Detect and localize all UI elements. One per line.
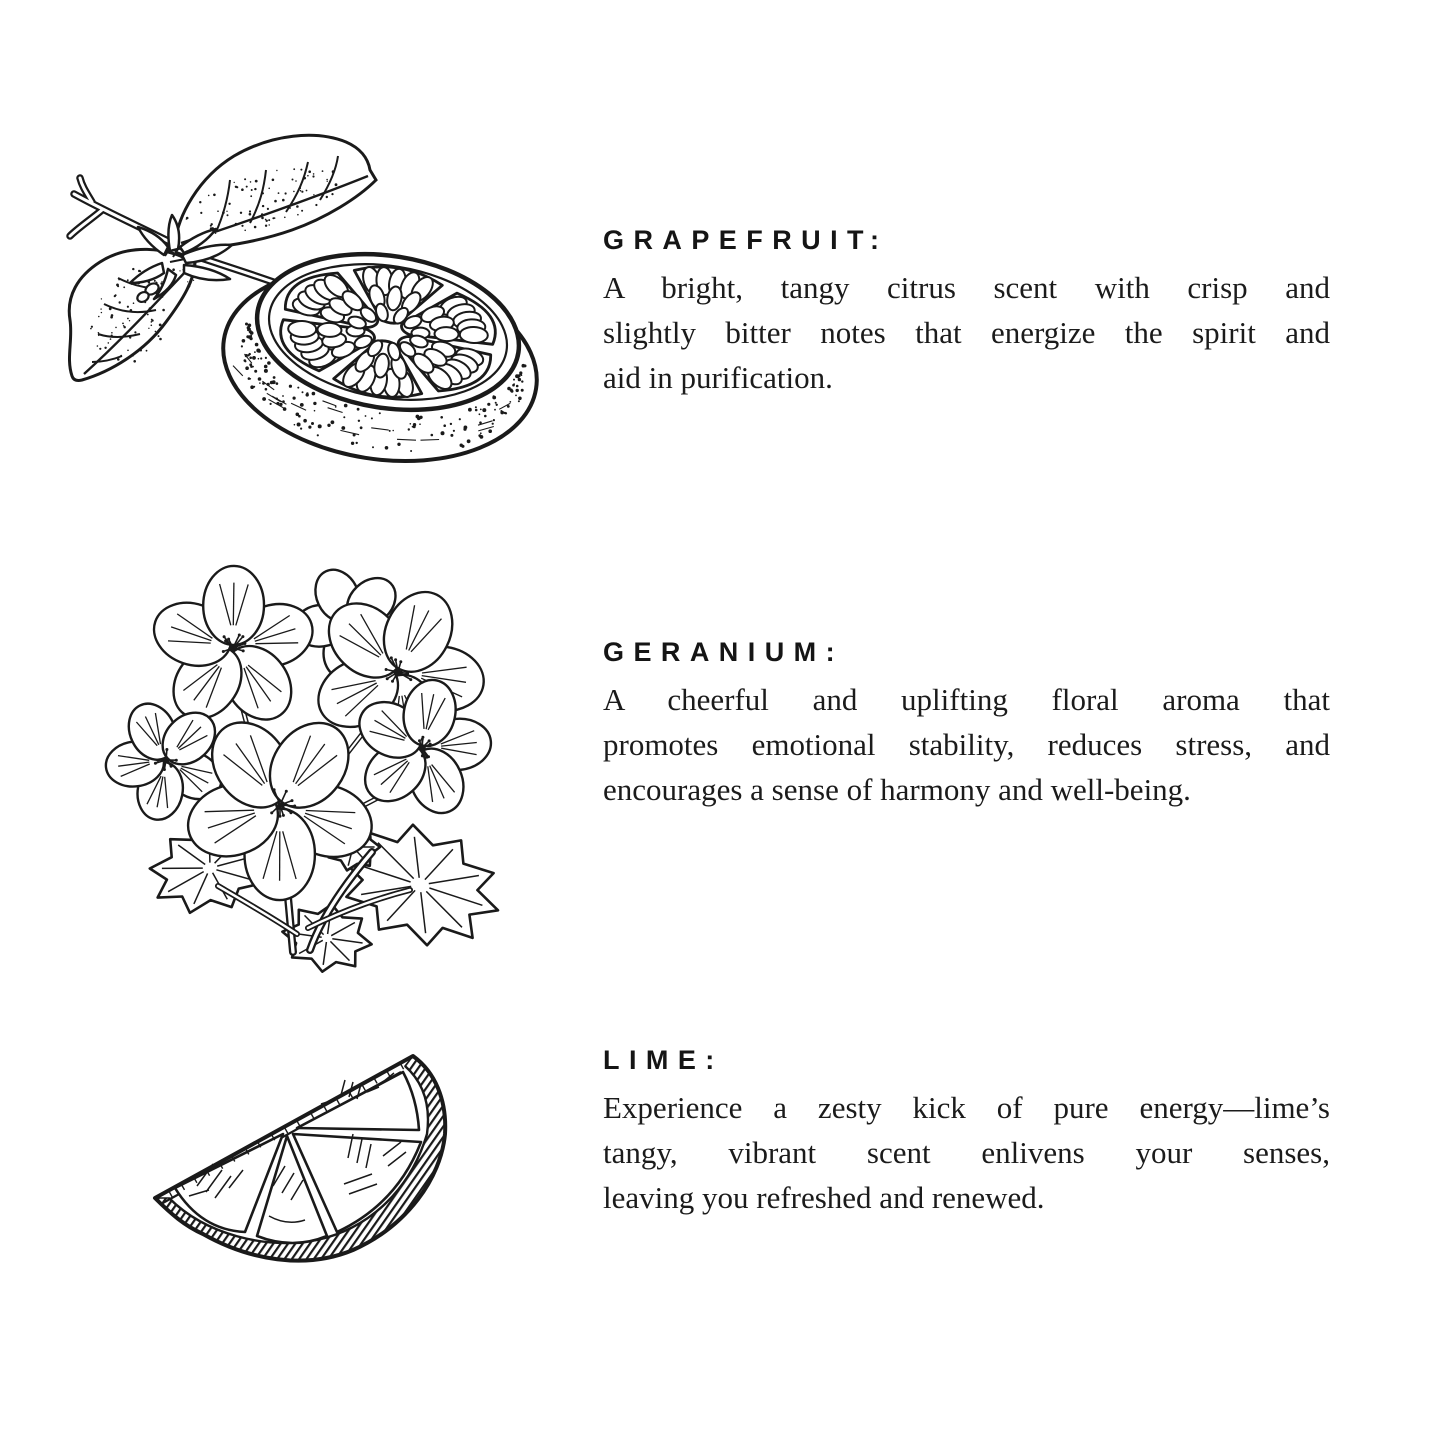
body-line: leaving you refreshed and renewed.: [603, 1180, 1045, 1215]
geranium-illustration: [100, 560, 520, 980]
body-line: encourages a sense of harmony and well-being.: [603, 772, 1191, 807]
grapefruit-halved-fruit: [209, 236, 548, 482]
body-line: A cheerful and uplifting floral aroma that: [603, 682, 1330, 717]
lime-wedge-icon: [145, 1038, 460, 1278]
grapefruit-text: [603, 222, 1330, 400]
geranium-text: [603, 634, 1330, 812]
lime-illustration: [145, 1038, 460, 1278]
lime-text: [603, 1042, 1330, 1220]
grapefruit-illustration: [58, 130, 548, 492]
body-line: aid in purification.: [603, 360, 833, 395]
grapefruit-heading: GRAPEFRUIT:: [603, 225, 889, 255]
geranium-flowers-icon: [100, 560, 520, 980]
body-line: Experience a zesty kick of pure energy—lime’s: [603, 1090, 1330, 1125]
body-line: tangy, vibrant scent enlivens your senses,: [603, 1135, 1330, 1170]
body-line: promotes emotional stability, reduces stress, and: [603, 727, 1330, 762]
geranium-heading: GERANIUM:: [603, 637, 845, 667]
grapefruit-branch-icon: [58, 130, 548, 492]
body-line: A bright, tangy citrus scent with crisp and: [603, 270, 1330, 305]
body-line: slightly bitter notes that energize the spirit and: [603, 315, 1330, 350]
lime-heading: LIME:: [603, 1045, 724, 1075]
